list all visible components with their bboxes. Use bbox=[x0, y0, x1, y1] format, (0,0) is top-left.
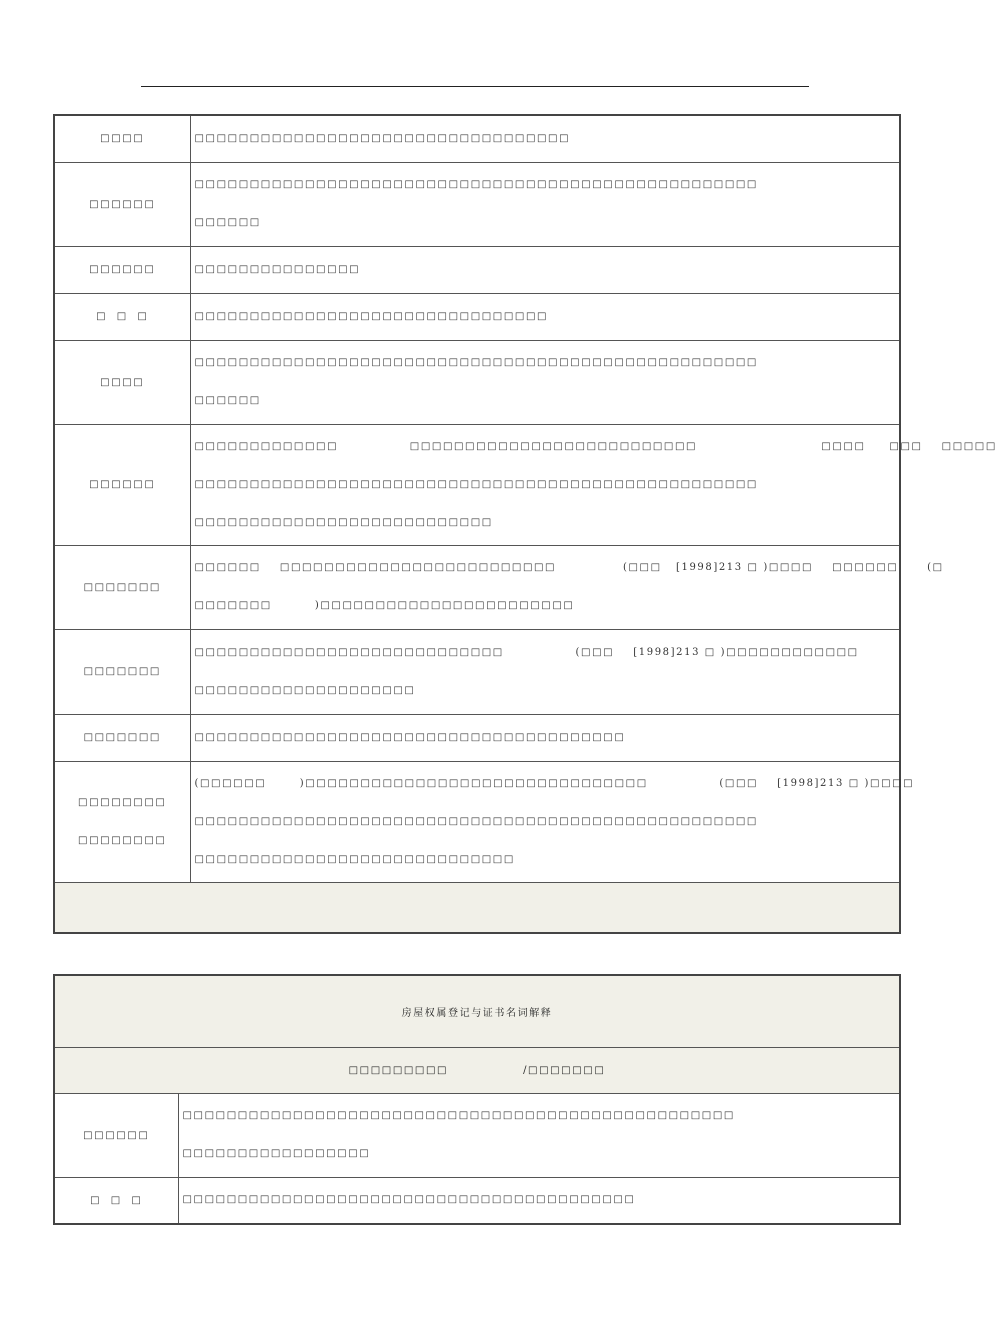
row-label: □□□□□□□ bbox=[54, 545, 190, 629]
row-label: □□□□□□ bbox=[54, 424, 190, 545]
row-content: □□□□□□□□□□□□□□□ bbox=[190, 246, 900, 293]
row-label: □□□□□□□ bbox=[54, 714, 190, 761]
table-row bbox=[54, 761, 900, 882]
row-label: □□□□ bbox=[54, 115, 190, 162]
table-row bbox=[54, 629, 900, 714]
table-row bbox=[54, 115, 900, 162]
terms-table-2 bbox=[53, 974, 901, 1225]
row-content: □□□□□□□□□□□□□□□□□□□□□□□□□□□□□□□□□□□□□□□ bbox=[190, 714, 900, 761]
header-rule bbox=[141, 86, 809, 87]
table-footer-row bbox=[54, 882, 900, 933]
row-label: □□□□ bbox=[54, 340, 190, 424]
row-content: (□□□□□□ )□□□□□□□□□□□□□□□□□□□□□□□□□□□□□□□ (□□□ [1998]213 □ )□□□□ □□□□□□□□□□□□□□□□□□□□□□□□□□□□□□□□□□□□□□□□□□□□□□□□□□□ □□□□□□□□□□□□□□□□□□□□□□□□□□□□□ bbox=[190, 761, 900, 882]
table-subtitle-row bbox=[54, 1047, 900, 1093]
row-content: □□□□□□□□□□□□□□□□□□□□□□□□□□□□□□□□□□□□□□□□□ bbox=[178, 1177, 900, 1224]
table-subtitle: □□□□□□□□□ /□□□□□□□ bbox=[54, 1047, 900, 1093]
row-content: □□□□□□□□□□□□□□□□□□□□□□□□□□□□□□□□□□ bbox=[190, 115, 900, 162]
row-content: □□□□□□□□□□□□□□□□□□□□□□□□□□□□□□□□□□□□□□□□□□□□□□□□□□□ □□□□□□ bbox=[190, 162, 900, 246]
row-label: □□□□□□□ bbox=[54, 629, 190, 714]
table-title-row bbox=[54, 975, 900, 1047]
row-label: □□□□□□ bbox=[54, 1093, 178, 1177]
row-content: □□□□□□ □□□□□□□□□□□□□□□□□□□□□□□□□ (□□□ [1998]213 □ )□□□□ □□□□□□ (□ □□□□□□□ )□□□□□□□□□□□□□□□□□□□□□□□ bbox=[190, 545, 900, 629]
row-label: □□□□□□ bbox=[54, 162, 190, 246]
row-label: □ □ □ bbox=[54, 1177, 178, 1224]
row-label: □□□□□□ bbox=[54, 246, 190, 293]
table-row bbox=[54, 293, 900, 340]
table-row bbox=[54, 246, 900, 293]
row-content: □□□□□□□□□□□□□ □□□□□□□□□□□□□□□□□□□□□□□□□□ □□□□ □□□ □□□□□ □□□□□□□□□□□□□□□□□□□□□□□□□□□□□□□□□□□□□□□□□□□□□□□□□□□ □□□□□□□□□□□□□□□□□□□□□□□□□□□ bbox=[190, 424, 900, 545]
row-content: □□□□□□□□□□□□□□□□□□□□□□□□□□□□□□□□□□□□□□□□□□□□□□□□□□□ □□□□□□ bbox=[190, 340, 900, 424]
row-label: □□□□□□□□ □□□□□□□□ bbox=[54, 761, 190, 882]
table-row bbox=[54, 1177, 900, 1224]
table-row bbox=[54, 714, 900, 761]
row-content: □□□□□□□□□□□□□□□□□□□□□□□□□□□□ (□□□ [1998]213 □ )□□□□□□□□□□□□ □□□□□□□□□□□□□□□□□□□□ bbox=[190, 629, 900, 714]
table-title: 房屋权属登记与证书名词解释 bbox=[54, 975, 900, 1047]
table-row bbox=[54, 424, 900, 545]
row-content: □□□□□□□□□□□□□□□□□□□□□□□□□□□□□□□□ bbox=[190, 293, 900, 340]
table-row bbox=[54, 1093, 900, 1177]
terms-table-1 bbox=[53, 114, 997, 934]
row-label: □ □ □ bbox=[54, 293, 190, 340]
empty-footer-cell bbox=[54, 882, 900, 933]
table-row bbox=[54, 545, 900, 629]
table-row bbox=[54, 340, 900, 424]
table-row bbox=[54, 162, 900, 246]
row-content: □□□□□□□□□□□□□□□□□□□□□□□□□□□□□□□□□□□□□□□□□□□□□□□□□□ □□□□□□□□□□□□□□□□□ bbox=[178, 1093, 900, 1177]
